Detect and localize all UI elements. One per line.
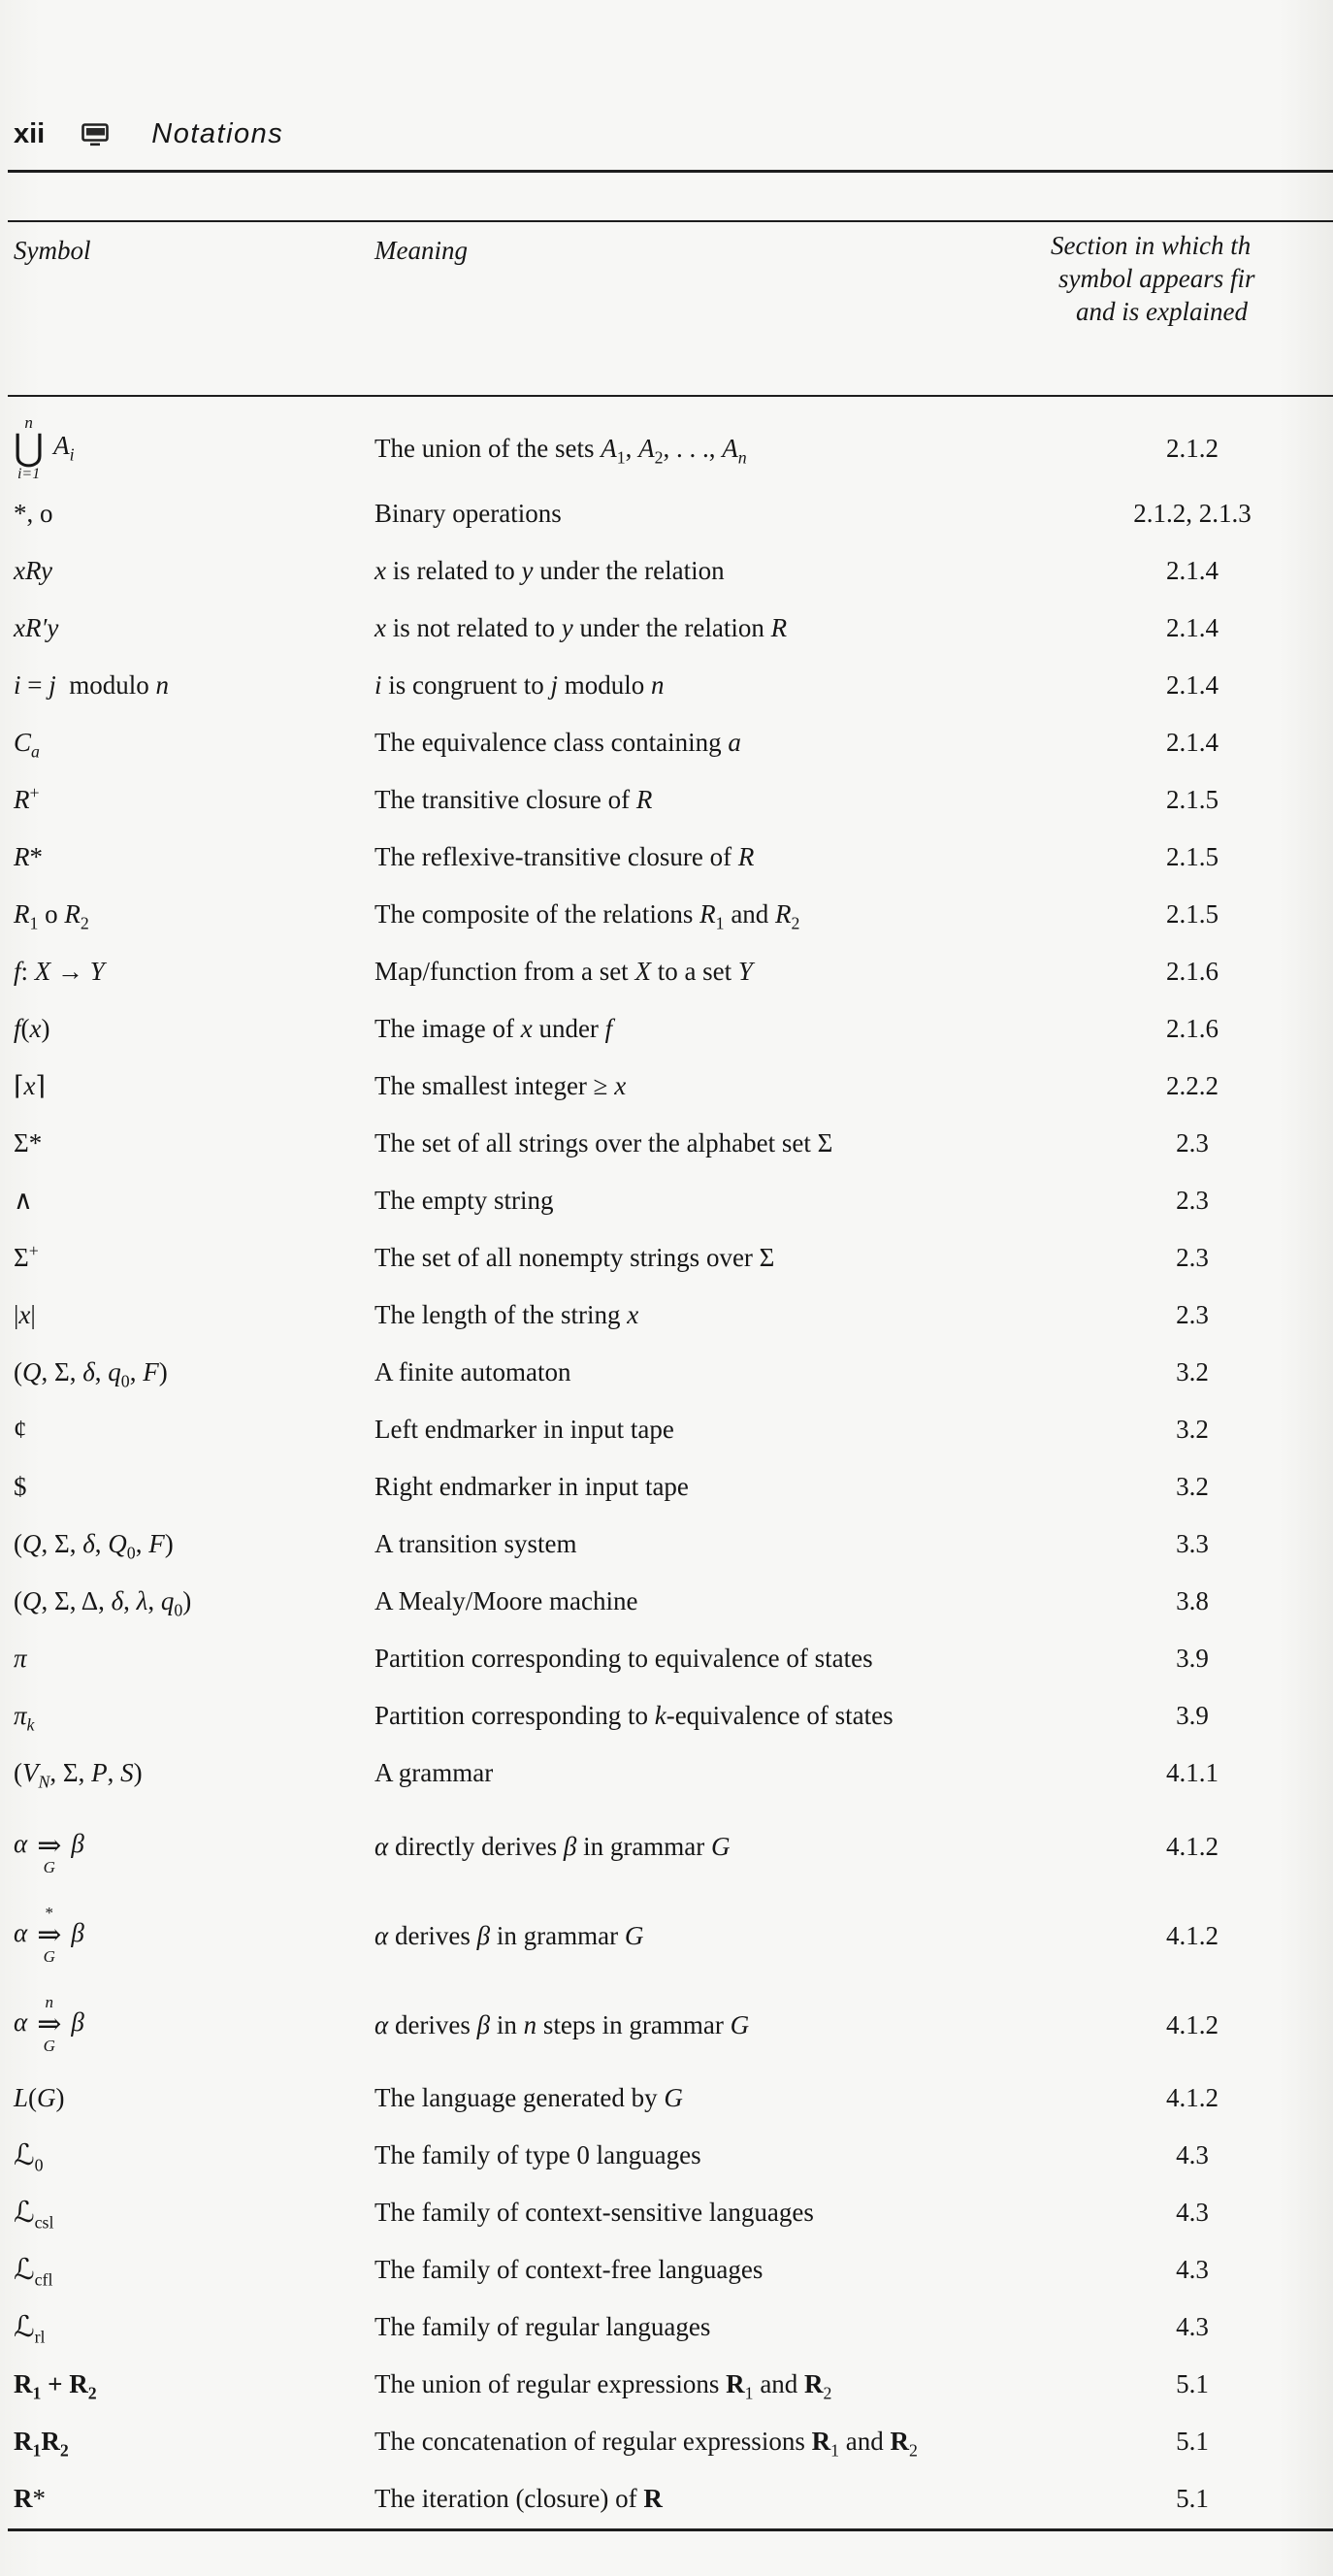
meaning-cell: Partition corresponding to equivalence of states [374,1644,873,1673]
symbol-cell: R* [14,2484,46,2513]
column-header-section-line3: and is explained [1076,297,1248,326]
symbol-cell: *, o [14,499,53,528]
symbol-cell: L(G) [14,2083,65,2112]
meaning-cell: The set of all nonempty strings over Σ [374,1243,775,1272]
meaning-cell: Right endmarker in input tape [374,1472,689,1501]
meaning-cell: x is not related to y under the relation R [374,613,788,642]
meaning-cell: The length of the string x [374,1300,639,1329]
table-row [0,714,1333,771]
column-header-meaning: Meaning [374,236,468,265]
meaning-cell: A grammar [374,1758,494,1787]
symbol-cell: |x| [14,1300,36,1329]
section-cell: 2.1.2 [1166,433,1219,463]
running-header [14,118,283,150]
symbol-cell: n ⋃ i=1 $A_i$ [14,413,75,482]
symbol-cell: R* [14,842,43,871]
meaning-cell: The transitive closure of R [374,785,653,814]
meaning-cell: The set of all strings over the alphabet set Σ [374,1128,833,1158]
page-title: Notations [151,118,284,149]
table-row [0,829,1333,886]
section-cell: 3.9 [1176,1701,1209,1730]
table-row [0,771,1333,829]
table-row [0,1344,1333,1401]
symbol-cell: Σ+ [14,1241,39,1272]
meaning-cell: α derives β in grammar G [374,1920,644,1950]
table-row [0,2070,1333,2127]
section-cell: 5.1 [1176,2427,1209,2456]
section-cell: 2.1.4 [1166,670,1219,700]
symbol-cell: ∧ [14,1186,33,1215]
table-row [0,1745,1333,1802]
table-row [0,886,1333,943]
symbol-cell: $R_1 + R_2$ [14,2369,97,2403]
meaning-cell: The composite of the relations $R_1$ and $R_2$ [374,899,800,933]
table-row [0,2356,1333,2413]
column-header-rule [8,395,1333,397]
table-row [0,542,1333,600]
meaning-cell: The family of type 0 languages [374,2140,701,2169]
table-row [0,1458,1333,1516]
symbol-cell: $\pi_k$ [14,1701,35,1735]
table-row [0,1980,1333,2070]
section-cell: 2.1.4 [1166,728,1219,757]
section-cell: 2.3 [1176,1128,1209,1158]
table-row [0,1573,1333,1630]
meaning-cell: α derives β in n steps in grammar G [374,2009,750,2039]
symbol-cell: ⌈x⌉ [14,1071,47,1100]
meaning-cell: The iteration (closure) of R [374,2484,663,2513]
section-cell: 2.1.2, 2.1.3 [1133,499,1252,528]
column-header-section [1051,229,1255,328]
section-cell: 3.9 [1176,1644,1209,1673]
meaning-cell: The smallest integer ≥ x [374,1071,627,1100]
table-row [0,2413,1333,2470]
symbol-cell: $C_a$ [14,728,40,762]
table-row [0,2127,1333,2184]
column-header-section-line2: symbol appears fir [1058,264,1255,293]
table-row [0,1802,1333,1891]
table-row [0,1172,1333,1229]
table-body [0,411,1333,2527]
table-row [0,943,1333,1000]
section-cell: 3.3 [1176,1529,1209,1558]
table-row [0,1058,1333,1115]
symbol-cell: α ⇒ G β [14,1829,84,1876]
page-number: xii [14,118,46,149]
meaning-cell: The concatenation of regular expressions $R_1$ and $R_2$ [374,2427,918,2461]
meaning-cell: Partition corresponding to k-equivalence of states [374,1701,894,1730]
symbol-cell: (Q, Σ, Δ, δ, λ, $q_0$) [14,1586,192,1620]
meaning-cell: The family of regular languages [374,2312,711,2341]
bottom-rule [8,2528,1333,2531]
table-row [0,1229,1333,1287]
section-cell: 4.1.2 [1166,2009,1219,2039]
symbol-cell: $ [14,1472,27,1501]
section-cell: 2.1.5 [1166,899,1219,929]
meaning-cell: A Mealy/Moore machine [374,1586,638,1615]
table-row [0,1630,1333,1687]
meaning-cell: The union of regular expressions $R_1$ and $R_2$ [374,2369,832,2403]
section-cell: 4.1.1 [1166,1758,1219,1787]
meaning-cell: x is related to y under the relation [374,556,725,585]
section-cell: 2.3 [1176,1300,1209,1329]
symbol-cell: $R_1$ o $R_2$ [14,899,89,933]
table-row [0,1891,1333,1980]
symbol-cell: π [14,1644,27,1673]
section-cell: 2.3 [1176,1186,1209,1215]
section-cell: 3.2 [1176,1357,1209,1386]
section-cell: 4.3 [1176,2198,1209,2227]
symbol-cell: ℒ$_{csl}$ [14,2197,54,2233]
table-row [0,2184,1333,2241]
meaning-cell: The union of the sets $A_1$, $A_2$, . . ., $A_n$ [374,433,747,467]
symbol-cell: $R_1R_2$ [14,2427,69,2461]
meaning-cell: α directly derives β in grammar G [374,1831,731,1861]
meaning-cell: The empty string [374,1186,554,1215]
section-cell: 4.1.2 [1166,1831,1219,1861]
symbol-cell: xR′y [14,613,59,642]
section-cell: 2.1.4 [1166,556,1219,585]
section-cell: 4.3 [1176,2255,1209,2284]
table-row [0,2241,1333,2299]
section-cell: 3.8 [1176,1586,1209,1615]
table-row [0,657,1333,714]
section-cell: 2.1.5 [1166,785,1219,814]
section-cell: 4.3 [1176,2312,1209,2341]
meaning-cell: i is congruent to j modulo n [374,670,665,700]
symbol-cell: α * ⇒ G β [14,1904,84,1966]
table-row [0,1115,1333,1172]
symbol-cell: ℒ$_0$ [14,2139,44,2175]
symbol-cell: ($V_N$, Σ, P, S) [14,1758,143,1792]
section-cell: 4.1.2 [1166,1920,1219,1950]
table-row [0,2470,1333,2527]
section-cell: 2.1.4 [1166,613,1219,642]
meaning-cell: Left endmarker in input tape [374,1415,674,1444]
table-row [0,1516,1333,1573]
symbol-cell: (Q, Σ, δ, $q_0$, F) [14,1357,168,1391]
meaning-cell: Map/function from a set X to a set Y [374,957,753,986]
section-cell: 4.3 [1176,2140,1209,2169]
table-row [0,1000,1333,1058]
meaning-cell: The family of context-sensitive languages [374,2198,814,2227]
table-row [0,1287,1333,1344]
section-cell: 5.1 [1176,2369,1209,2398]
symbol-cell: (Q, Σ, δ, $Q_0$, F) [14,1529,174,1563]
table-row [0,411,1333,485]
symbol-cell: ℒ$_{rl}$ [14,2311,46,2347]
section-cell: 4.1.2 [1166,2083,1219,2112]
header-rule [8,170,1333,173]
table-row [0,2299,1333,2356]
meaning-cell: The language generated by G [374,2083,683,2112]
symbol-cell: f: X → Y [14,957,105,986]
table-row [0,485,1333,542]
table-top-rule [8,220,1333,222]
section-cell: 2.1.6 [1166,957,1219,986]
meaning-cell: The family of context-free languages [374,2255,764,2284]
section-cell: 2.1.5 [1166,842,1219,871]
section-cell: 5.1 [1176,2484,1209,2513]
meaning-cell: A transition system [374,1529,577,1558]
meaning-cell: Binary operations [374,499,562,528]
meaning-cell: The image of x under f [374,1014,613,1043]
computer-icon [81,123,109,147]
symbol-cell: α n ⇒ G β [14,1993,84,2055]
table-row [0,1687,1333,1745]
symbol-cell: f(x) [14,1014,50,1043]
symbol-cell: ¢ [14,1415,27,1444]
meaning-cell: A finite automaton [374,1357,571,1386]
column-header-symbol: Symbol [14,236,91,265]
symbol-cell: i = j modulo n [14,670,170,700]
column-header-section-line1: Section in which th [1051,231,1252,260]
meaning-cell: The reflexive-transitive closure of R [374,842,755,871]
symbol-cell: R+ [14,783,40,814]
section-cell: 3.2 [1176,1472,1209,1501]
meaning-cell: The equivalence class containing a [374,728,741,757]
symbol-cell: Σ* [14,1128,43,1158]
section-cell: 3.2 [1176,1415,1209,1444]
table-row [0,600,1333,657]
table-row [0,1401,1333,1458]
section-cell: 2.3 [1176,1243,1209,1272]
section-cell: 2.2.2 [1166,1071,1219,1100]
section-cell: 2.1.6 [1166,1014,1219,1043]
symbol-cell: ℒ$_{cfl}$ [14,2254,53,2290]
symbol-cell: xRy [14,556,52,585]
